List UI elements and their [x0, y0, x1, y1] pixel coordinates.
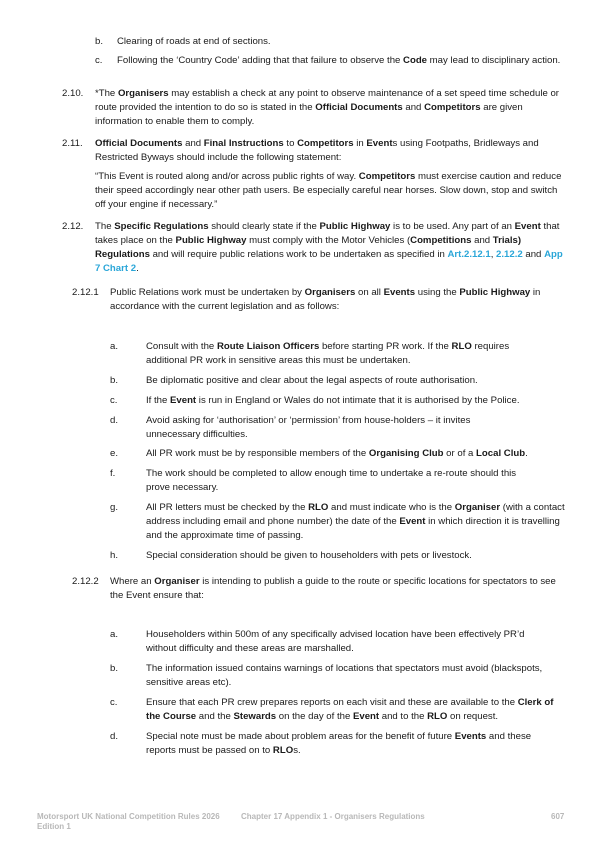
- item-label: a.: [110, 629, 119, 640]
- section-number: 2.10.: [62, 88, 84, 99]
- section-number: 2.11.: [62, 138, 83, 149]
- item-text: Consult with the Route Liaison Officers before starting PR work. If the RLO requires additional PR work in sensitive areas this must be undertaken.: [146, 341, 510, 366]
- item-label: d.: [110, 415, 119, 426]
- item-text: Following the ‘Country Code’ adding that that failure to observe the Code may lead to disciplinary action.: [117, 55, 561, 66]
- section-2-12-2-text: Where an Organiser is intending to publish a guide to the route or specific locations for spectators to see the Event ensure that:: [110, 576, 556, 601]
- footer-left: Motorsport UK National Competition Rules 2026 Edition 1: [37, 812, 220, 831]
- item-label: b.: [110, 663, 119, 674]
- item-text: Clearing of roads at end of sections.: [117, 36, 271, 47]
- footer-center: Chapter 17 Appendix 1 - Organisers Regulations: [241, 812, 425, 821]
- link-2-12-2[interactable]: 2.12.2: [496, 249, 523, 260]
- item-label: f.: [110, 468, 116, 479]
- section-number: 2.12.1: [72, 287, 99, 298]
- section-number: 2.12.2: [72, 576, 99, 587]
- item-text: Special note must be made about problem areas for the benefit of future Events and these reports must be passed on to RLOs.: [146, 731, 532, 756]
- item-text: Avoid asking for ‘authorisation’ or ‘permission’ from house-holders – it invites unnecessary difficulties.: [146, 415, 471, 440]
- item-label: c.: [110, 395, 118, 406]
- link-art-2-12-1[interactable]: Art.2.12.1: [447, 249, 491, 260]
- section-2-12-1-text: Public Relations work must be undertaken by Organisers on all Events using the Public Highway in accordance with the current legislation and as follows:: [110, 287, 541, 312]
- section-2-10-text: *The Organisers may establish a check at any point to observe maintenance of a set speed time schedule or route provided the intention to do so is stated in the Official Documents and Competitors are given information to enable them to comply.: [95, 88, 559, 127]
- section-2-11-quote: “This Event is routed along and/or across public rights of way. Competitors must exercise caution and reduce their speed accordingly near other path users. Be especially careful near horses. Slow down, stop and switch off your engine if necessary.”: [95, 171, 562, 210]
- item-text: All PR work must be by responsible members of the Organising Club or of a Local Club.: [146, 448, 528, 459]
- item-text: The information issued contains warnings of locations that spectators must avoid (blackspots, sensitive areas etc).: [146, 663, 543, 688]
- item-label: e.: [110, 448, 119, 459]
- item-text: The work should be completed to allow enough time to undertake a re-route should this prove necessary.: [146, 468, 517, 493]
- item-text: Special consideration should be given to householders with pets or livestock.: [146, 550, 472, 561]
- item-label: b.: [110, 375, 119, 386]
- item-text: If the Event is run in England or Wales do not intimate that it is authorised by the Police.: [146, 395, 520, 406]
- item-label: g.: [110, 502, 119, 513]
- link-app-7-chart-2[interactable]: App 7 Chart 2: [95, 249, 563, 274]
- item-text: All PR letters must be checked by the RLO and must indicate who is the Organiser (with a contact address including email and phone number) the date of the Event in which direction it is travelling and the approximate time of passing.: [146, 502, 565, 541]
- item-label: d.: [110, 731, 119, 742]
- section-2-11-text: Official Documents and Final Instructions to Competitors in Events using Footpaths, Bridleways and Restricted Byways should include the following statement:: [95, 138, 539, 163]
- page-number: 607: [551, 812, 565, 821]
- item-label: h.: [110, 550, 119, 561]
- section-number: 2.12.: [62, 221, 84, 232]
- item-text: Householders within 500m of any specifically advised location have been effectively PR’d without difficulty and these areas are marshalled.: [146, 629, 525, 654]
- item-text: Be diplomatic positive and clear about the legal aspects of route authorisation.: [146, 375, 478, 386]
- item-label: c.: [95, 55, 103, 66]
- item-label: a.: [110, 341, 119, 352]
- section-2-12-text: The Specific Regulations should clearly state if the Public Highway is to be used. Any part of an Event that takes place on the Public Highway must comply with the Motor Vehicles (Competitions and Trials) Regulations and will require public relations work to be undertaken as specified in Art.2.12.1, 2.12.2 and App 7 Chart 2.: [95, 221, 563, 274]
- item-label: c.: [110, 697, 118, 708]
- item-label: b.: [95, 36, 104, 47]
- item-text: Ensure that each PR crew prepares reports on each visit and these are available to the Clerk of the Course and the Stewards on the day of the Event and to the RLO on request.: [146, 697, 554, 722]
